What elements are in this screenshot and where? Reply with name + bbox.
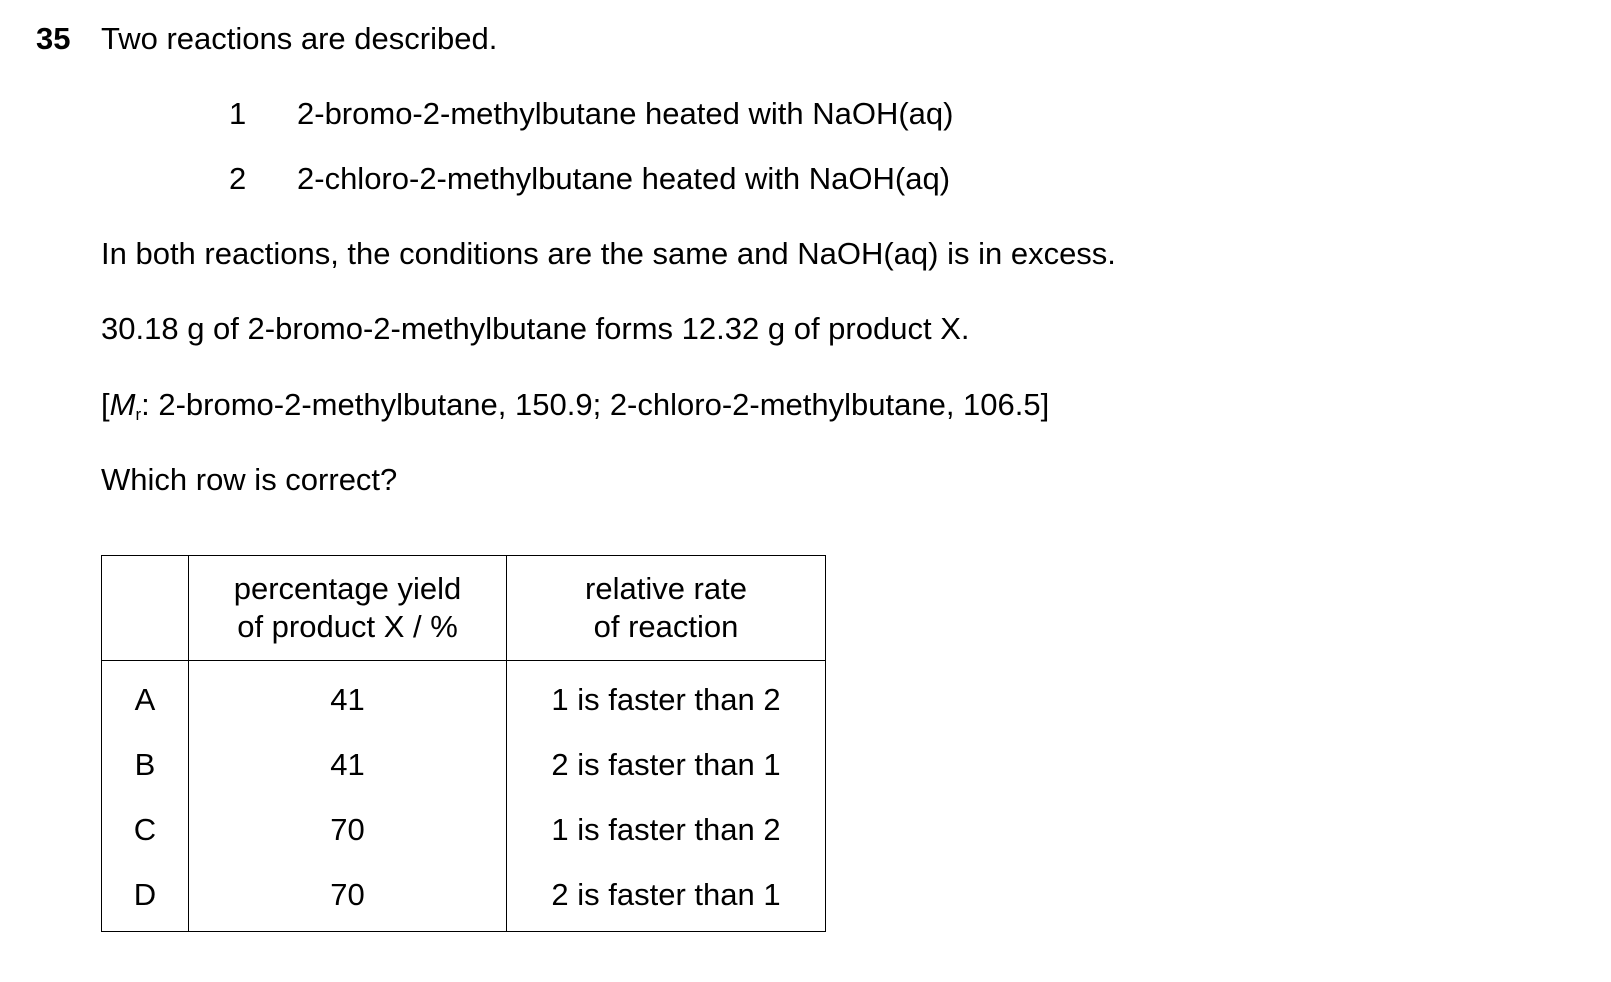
rate-cell: 1 is faster than 2	[507, 797, 826, 862]
option-letter: A	[102, 661, 189, 733]
yield-cell: 70	[189, 797, 507, 862]
relative-molecular-mass-data	[101, 386, 1049, 434]
table-header-row	[102, 556, 826, 661]
table-row[interactable]	[102, 862, 826, 932]
option-column-header	[102, 556, 189, 661]
answer-options-table	[101, 555, 826, 932]
mass-statement: 30.18 g of 2-bromo-2-methylbutane forms 12.32 g of product X.	[101, 311, 970, 346]
header-line: of reaction	[593, 609, 739, 644]
table-row[interactable]	[102, 661, 826, 733]
reaction-text: 2-chloro-2-methylbutane heated with NaOH(aq)	[297, 161, 951, 196]
conditions-statement: In both reactions, the conditions are the same and NaOH(aq) is in excess.	[101, 236, 1116, 271]
yield-cell: 41	[189, 661, 507, 733]
question-number: 35	[36, 21, 71, 56]
mr-open-bracket: [	[101, 387, 110, 422]
rate-cell: 1 is faster than 2	[507, 661, 826, 733]
option-letter: B	[102, 732, 189, 797]
table-row[interactable]	[102, 732, 826, 797]
rate-cell: 2 is faster than 1	[507, 732, 826, 797]
reaction-number: 1	[229, 96, 247, 131]
question-stem: Two reactions are described.	[101, 21, 498, 56]
table-row[interactable]	[102, 797, 826, 862]
option-letter: D	[102, 862, 189, 932]
header-line: percentage yield	[233, 571, 462, 606]
mr-symbol: M	[109, 387, 136, 422]
yield-cell: 70	[189, 862, 507, 932]
question-prompt: Which row is correct?	[101, 462, 398, 497]
header-line: of product X / %	[237, 609, 458, 644]
mr-subscript: r	[135, 405, 142, 424]
mr-values: : 2-bromo-2-methylbutane, 150.9; 2-chloro-2-methylbutane, 106.5]	[141, 387, 1050, 422]
option-letter: C	[102, 797, 189, 862]
yield-column-header	[189, 556, 507, 661]
rate-column-header	[507, 556, 826, 661]
rate-cell: 2 is faster than 1	[507, 862, 826, 932]
header-line: relative rate	[585, 571, 747, 606]
reaction-text: 2-bromo-2-methylbutane heated with NaOH(aq)	[297, 96, 954, 131]
yield-cell: 41	[189, 732, 507, 797]
reaction-number: 2	[229, 161, 247, 196]
